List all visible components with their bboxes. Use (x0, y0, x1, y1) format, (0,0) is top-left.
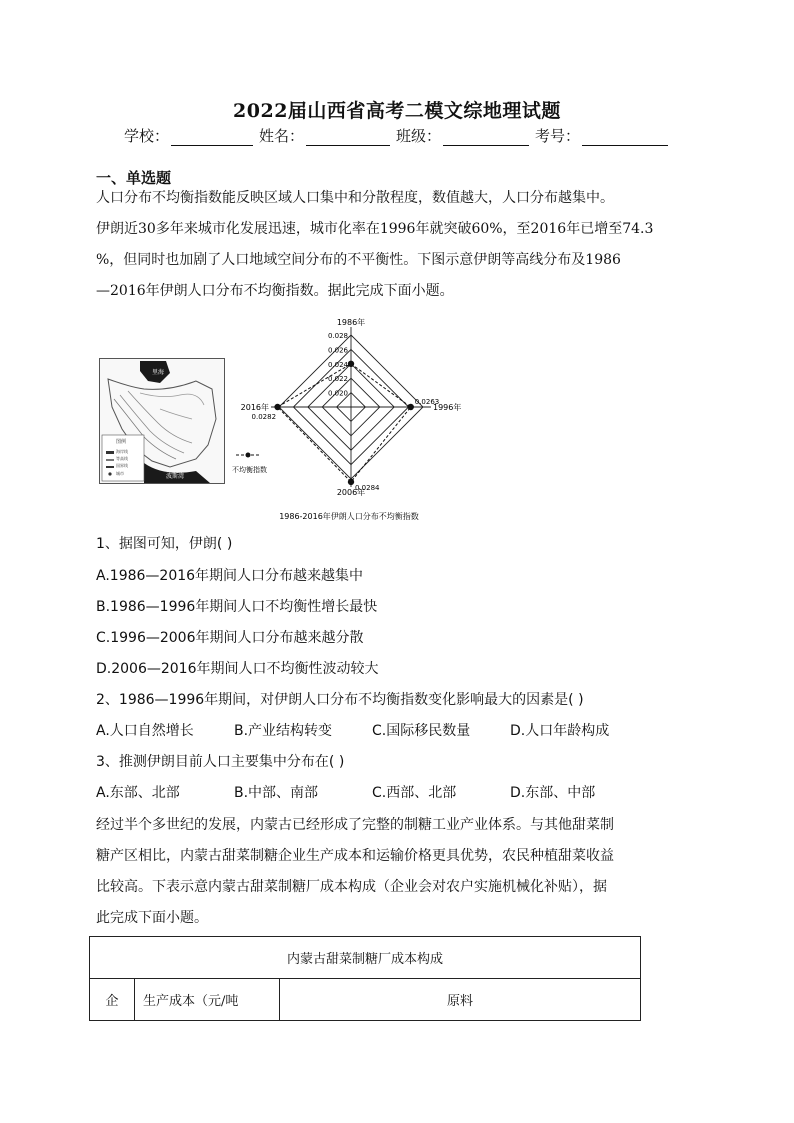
q2-options (96, 720, 609, 740)
passage1-line: 伊朗近30多年来城市化发展迅速，城市化率在1996年就突破60%，至2016年已增至74.3 (96, 221, 654, 237)
sea-label: 里海 (152, 369, 165, 376)
axis-label-1996: 1996年 (433, 403, 462, 412)
axis-label-1986: 1986年 (336, 318, 366, 327)
number-label: 考号： (535, 127, 581, 145)
axis-label-2006: 2006年 (336, 488, 366, 497)
legend-item: 等高线 (116, 456, 128, 461)
school-field[interactable] (171, 129, 253, 146)
name-field[interactable] (306, 129, 390, 146)
q2-option-a[interactable]: A.人口自然增长 (96, 723, 194, 739)
number-field[interactable] (582, 129, 668, 146)
q2-option-b[interactable]: B.产业结构转变 (234, 723, 333, 739)
data-point-1 (408, 404, 414, 410)
table-cell: 生产成本（元/吨 (135, 979, 280, 1021)
value-label-1996: 0.0263 (414, 398, 440, 406)
axis-label-2016: 2016年 (240, 403, 269, 412)
passage2-line: 糖产区相比，内蒙古甜菜制糖企业生产成本和运输价格更具优势，农民种植甜菜收益 (96, 848, 614, 864)
passage2-line: 经过半个多世纪的发展，内蒙古已经形成了完整的制糖工业产业体系。与其他甜菜制 (96, 817, 614, 833)
data-point-2 (348, 479, 354, 485)
document-title: 2022届山西省高考二模文综地理试题 (233, 100, 561, 122)
q1-option-b[interactable]: B.1986—1996年期间人口不均衡性增长最快 (96, 599, 378, 615)
data-point-3 (274, 404, 280, 410)
radar-chart (226, 312, 486, 522)
q3-option-c[interactable]: C.西部、北部 (372, 785, 457, 801)
legend-title: 图例 (116, 439, 127, 445)
q3-options (96, 782, 595, 802)
q3-stem: 3、推测伊朗目前人口主要集中分布在( ) (96, 754, 345, 770)
legend-item: 国界线 (116, 463, 128, 468)
legend-item: 海岸线 (116, 449, 128, 454)
radar-grid (271, 327, 431, 487)
q1-option-c[interactable]: C.1996—2006年期间人口分布越来越分散 (96, 630, 364, 646)
q2-option-d[interactable]: D.人口年龄构成 (510, 723, 610, 739)
iran-contour-map (99, 358, 225, 484)
ring-label: 0.028 (327, 332, 348, 340)
passage1-line: —2016年伊朗人口分布不均衡指数。据此完成下面小题。 (96, 283, 454, 299)
passage2-line: 此完成下面小题。 (96, 910, 208, 926)
passage1-line: %，但同时也加剧了人口地域空间分布的不平衡性。下图示意伊朗等高线分布及1986 (96, 252, 621, 268)
q2-option-c[interactable]: C.国际移民数量 (372, 723, 471, 739)
radar-caption: 1986-2016年伊朗人口分布不均衡指数 (279, 512, 419, 521)
q3-option-d[interactable]: D.东部、中部 (510, 785, 596, 801)
value-label-2016: 0.0282 (251, 413, 277, 421)
name-label: 姓名： (259, 127, 305, 145)
value-label-2006: 0.0284 (355, 483, 380, 492)
gulf-label: 波斯湾 (166, 473, 185, 480)
q1-option-d[interactable]: D.2006—2016年期间人口不均衡性波动较大 (96, 661, 379, 677)
cost-table (89, 936, 641, 1021)
passage2-line: 比较高。下表示意内蒙古甜菜制糖厂成本构成（企业会对农户实施机械化补贴），据 (96, 879, 607, 895)
student-info-line (124, 125, 674, 146)
q3-option-a[interactable]: A.东部、北部 (96, 785, 180, 801)
school-label: 学校： (124, 127, 170, 145)
ring-label: 0.020 (327, 389, 348, 398)
data-point-0 (348, 361, 354, 367)
class-field[interactable] (443, 129, 529, 146)
table-cell: 原料 (280, 979, 641, 1021)
ring-label: 0.024 (327, 360, 348, 369)
q3-option-b[interactable]: B.中部、南部 (234, 785, 319, 801)
radar-legend (232, 453, 267, 475)
table-cell: 企 (90, 979, 135, 1021)
ring-label: 0.026 (327, 346, 348, 355)
table-title: 内蒙古甜菜制糖厂成本构成 (90, 937, 641, 979)
legend-label: 不均衡指数 (232, 466, 267, 474)
q2-stem: 2、1986—1996年期间，对伊朗人口分布不均衡指数变化影响最大的因素是( ) (96, 692, 584, 708)
passage1-line: 人口分布不均衡指数能反映区域人口集中和分散程度，数值越大，人口分布越集中。 (96, 190, 614, 206)
section-title: 一、单选题 (96, 169, 172, 187)
legend-item: 城市 (116, 471, 124, 476)
q1-stem: 1、据图可知，伊朗( ) (96, 536, 233, 552)
class-label: 班级： (396, 127, 442, 145)
ring-label: 0.022 (327, 375, 348, 384)
q1-option-a[interactable]: A.1986—2016年期间人口分布越来越集中 (96, 568, 364, 584)
